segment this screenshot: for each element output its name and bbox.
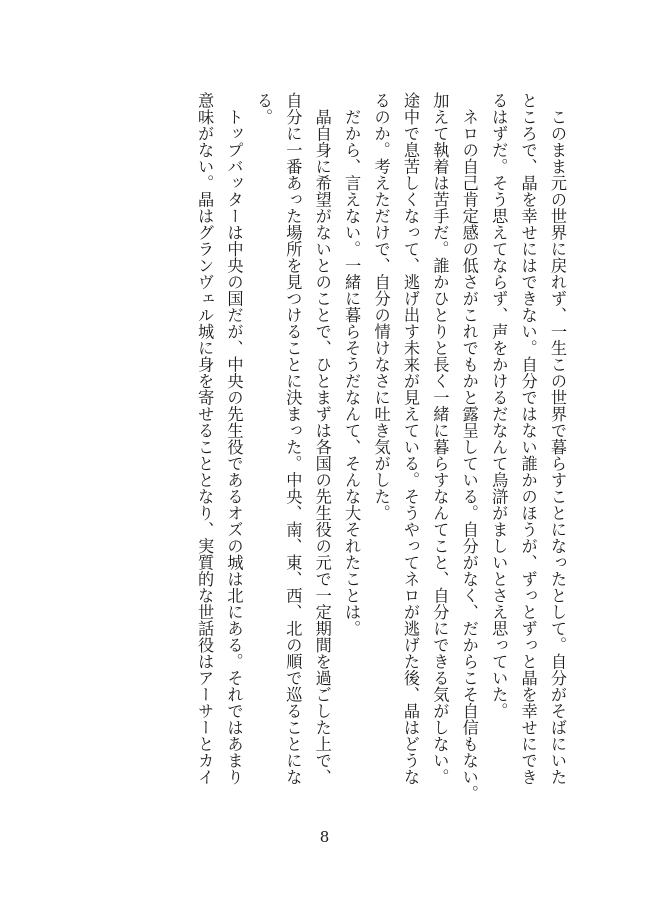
text-line: 途中で息苦しくなって、逃げ出す未来が見えている。そうやってネロが逃げた後、晶はどうな [400,92,420,785]
vertical-text-body [112,92,572,802]
text-line: ところで、晶を幸せにはできない。自分ではない誰かのほうが、ずっとずっと晶を幸せにでき [518,92,538,785]
text-line: だから、言えない。一緒に暮らそうだなんて、そんな大それたことは。 [342,92,362,637]
text-line: ネロの自己肯定感の低さがこれでもかと露呈している。自分がなく、だからこそ自信もない。 [459,92,479,802]
paragraph-4 [249,92,337,802]
paragraph-3 [337,92,366,802]
paragraph-1 [484,92,572,802]
text-line: るのか。考えただけで、自分の情けなさに吐き気がした。 [371,92,391,521]
paragraph-5 [190,92,249,802]
text-line: 自分に一番あった場所を見つけることに決まった。中央、南、東、西、北の順で巡ることにな [283,92,303,785]
page-number: 8 [319,828,330,846]
text-line: 意味がない。晶はグランヴェル城に身を寄せることとなり、実質的な世話役はアーサーとカイ [195,92,215,785]
text-line: 加えて執着は苦手だ。誰かひとりと長く一緒に暮らすなんてこと、自分にできる気がしない。 [430,92,450,785]
paragraph-2 [366,92,484,802]
text-line: このまま元の世界に戻れず、一生この世界で暮らすことになったとして。自分がそばにいた [548,92,567,785]
text-line: 晶自身に希望がないとのことで、ひとまずは各国の先生役の元で一定期間を過ごした上で、 [312,92,332,785]
text-line: るはずだ。そう思えてならず、声をかけるだなんて烏滸がましいとさえ思っていた。 [489,92,509,719]
text-line: る。 [253,92,273,125]
text-line: トップバッターは中央の国だが、中央の先生役であるオズの城は北にある。それではあまり [224,92,244,785]
